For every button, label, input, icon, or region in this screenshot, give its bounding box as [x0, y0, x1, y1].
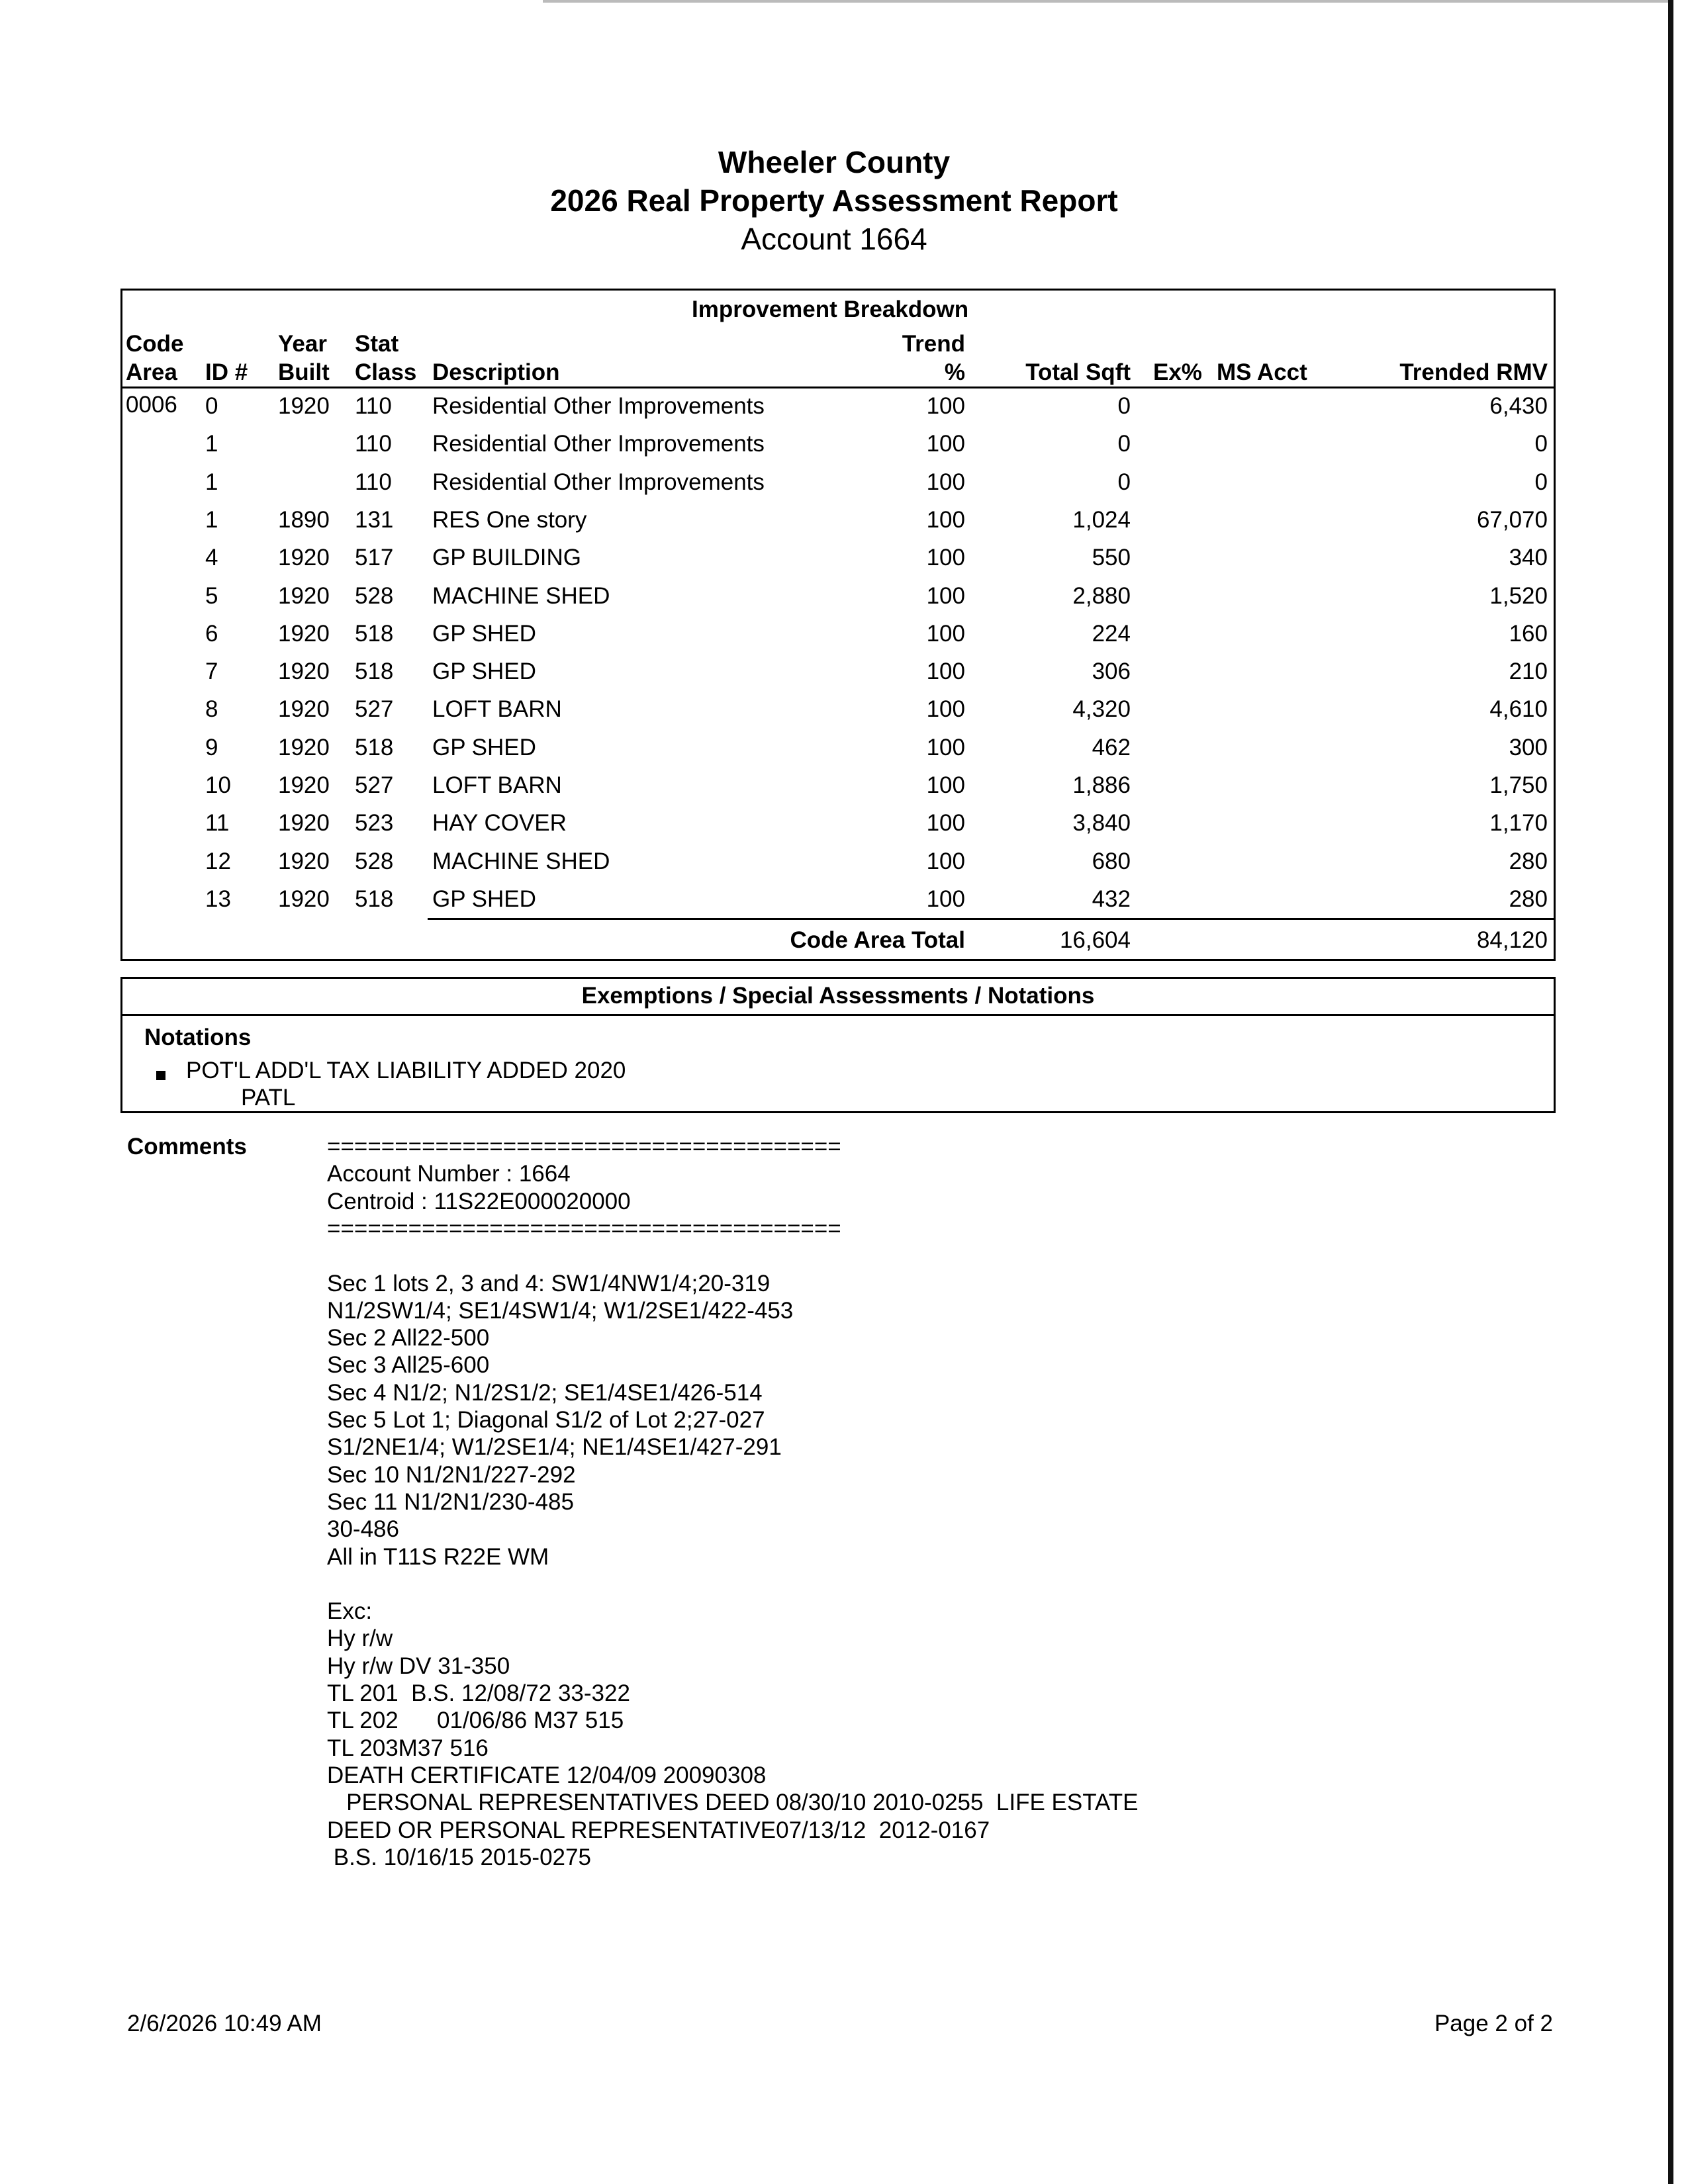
- cell-total-sqft: 4,320: [1072, 696, 1131, 722]
- cell-id: 9: [205, 735, 218, 760]
- cell-total-sqft: 0: [1117, 431, 1131, 457]
- notation-code: PATL: [241, 1085, 296, 1111]
- exemptions-title: Exemptions / Special Assessments / Notations: [581, 983, 1095, 1009]
- comment-line: N1/2SW1/4; SE1/4SW1/4; W1/2SE1/422-453: [327, 1298, 794, 1324]
- cell-trended-rmv: 1,750: [1489, 772, 1548, 798]
- col-total-sqft: Total Sqft: [1025, 359, 1131, 385]
- cell-year-built: 1920: [278, 659, 330, 684]
- scan-edge-top: [543, 0, 1668, 3]
- cell-trended-rmv: 67,070: [1476, 507, 1548, 533]
- comment-line: Sec 2 All22-500: [327, 1325, 490, 1351]
- cell-year-built: 1920: [278, 696, 330, 722]
- cell-stat-class: 518: [355, 735, 394, 760]
- cell-total-sqft: 462: [1092, 735, 1131, 760]
- comment-line: All in T11S R22E WM: [327, 1544, 549, 1570]
- cell-trended-rmv: 210: [1509, 659, 1548, 684]
- cell-trend: 100: [926, 507, 965, 533]
- cell-id: 11: [205, 810, 230, 836]
- cell-stat-class: 523: [355, 810, 394, 836]
- code-area-total-label: Code Area Total: [790, 927, 965, 953]
- county-title: Wheeler County: [718, 145, 951, 179]
- cell-id: 12: [205, 848, 231, 874]
- comment-line: Account Number : 1664: [327, 1161, 571, 1187]
- cell-total-sqft: 550: [1092, 545, 1131, 570]
- cell-stat-class: 131: [355, 507, 394, 533]
- header-rule: [120, 387, 1556, 388]
- comment-line: Sec 10 N1/2N1/227-292: [327, 1462, 576, 1488]
- code-area-value: 0006: [126, 392, 177, 418]
- col-code-area-1: Code: [126, 331, 184, 357]
- cell-total-sqft: 432: [1092, 886, 1131, 912]
- cell-stat-class: 110: [355, 469, 392, 495]
- cell-stat-class: 528: [355, 583, 394, 609]
- cell-description: GP BUILDING: [432, 545, 581, 570]
- comment-line: Centroid : 11S22E000020000: [327, 1189, 631, 1214]
- cell-id: 8: [205, 696, 218, 722]
- cell-id: 13: [205, 886, 231, 912]
- cell-trend: 100: [926, 469, 965, 495]
- comment-line: Sec 11 N1/2N1/230-485: [327, 1489, 574, 1515]
- comment-line: Sec 1 lots 2, 3 and 4: SW1/4NW1/4;20-319: [327, 1271, 771, 1297]
- cell-id: 10: [205, 772, 231, 798]
- cell-trend: 100: [926, 431, 965, 457]
- cell-description: MACHINE SHED: [432, 848, 610, 874]
- cell-trend: 100: [926, 848, 965, 874]
- comment-line: DEATH CERTIFICATE 12/04/09 20090308: [327, 1762, 767, 1788]
- cell-year-built: 1920: [278, 810, 330, 836]
- cell-description: LOFT BARN: [432, 772, 562, 798]
- cell-total-sqft: 0: [1117, 469, 1131, 495]
- bullet-icon: [156, 1071, 165, 1080]
- comment-line: ======================================: [327, 1216, 841, 1242]
- cell-stat-class: 110: [355, 393, 392, 419]
- cell-stat-class: 110: [355, 431, 392, 457]
- notations-label: Notations: [144, 1024, 252, 1050]
- cell-stat-class: 518: [355, 659, 394, 684]
- comments-label: Comments: [127, 1134, 247, 1160]
- footer-timestamp: 2/6/2026 10:49 AM: [127, 2011, 322, 2036]
- col-trended-rmv: Trended RMV: [1399, 359, 1548, 385]
- total-rule: [428, 918, 1556, 920]
- cell-total-sqft: 224: [1092, 621, 1131, 647]
- cell-trend: 100: [926, 810, 965, 836]
- cell-id: 6: [205, 621, 218, 647]
- cell-total-sqft: 0: [1117, 393, 1131, 419]
- scan-edge-right: [1668, 0, 1673, 2184]
- cell-trended-rmv: 160: [1509, 621, 1548, 647]
- cell-description: MACHINE SHED: [432, 583, 610, 609]
- cell-year-built: 1920: [278, 886, 330, 912]
- cell-trend: 100: [926, 886, 965, 912]
- cell-id: 1: [205, 431, 218, 457]
- cell-trended-rmv: 280: [1509, 886, 1548, 912]
- cell-id: 1: [205, 469, 218, 495]
- report-title: 2026 Real Property Assessment Report: [550, 183, 1118, 218]
- comment-line: Sec 4 N1/2; N1/2S1/2; SE1/4SE1/426-514: [327, 1380, 763, 1406]
- col-ms-acct: MS Acct: [1217, 359, 1307, 385]
- cell-total-sqft: 680: [1092, 848, 1131, 874]
- improvement-section-title: Improvement Breakdown: [692, 296, 969, 322]
- cell-id: 1: [205, 507, 218, 533]
- cell-year-built: 1920: [278, 545, 330, 570]
- cell-stat-class: 517: [355, 545, 394, 570]
- cell-stat-class: 528: [355, 848, 394, 874]
- col-year-1: Year: [278, 331, 327, 357]
- comment-line: 30-486: [327, 1516, 399, 1542]
- comment-line: Sec 3 All25-600: [327, 1352, 490, 1378]
- cell-trend: 100: [926, 735, 965, 760]
- cell-description: HAY COVER: [432, 810, 567, 836]
- cell-stat-class: 518: [355, 621, 394, 647]
- cell-trended-rmv: 340: [1509, 545, 1548, 570]
- cell-trended-rmv: 4,610: [1489, 696, 1548, 722]
- cell-description: GP SHED: [432, 659, 536, 684]
- cell-trended-rmv: 0: [1534, 469, 1548, 495]
- cell-description: Residential Other Improvements: [432, 469, 765, 495]
- cell-id: 5: [205, 583, 218, 609]
- cell-description: Residential Other Improvements: [432, 393, 765, 419]
- cell-stat-class: 527: [355, 696, 394, 722]
- cell-trend: 100: [926, 621, 965, 647]
- account-line: Account 1664: [741, 222, 927, 256]
- comment-line: TL 203M37 516: [327, 1735, 489, 1761]
- cell-description: GP SHED: [432, 735, 536, 760]
- cell-description: GP SHED: [432, 621, 536, 647]
- comment-line: DEED OR PERSONAL REPRESENTATIVE07/13/12 2012-0167: [327, 1817, 990, 1843]
- comment-line: S1/2NE1/4; W1/2SE1/4; NE1/4SE1/427-291: [327, 1434, 782, 1460]
- cell-stat-class: 518: [355, 886, 394, 912]
- comment-line: Hy r/w: [327, 1625, 393, 1651]
- cell-trend: 100: [926, 393, 965, 419]
- col-year-2: Built: [278, 359, 330, 385]
- cell-trend: 100: [926, 583, 965, 609]
- exemptions-rule: [120, 1014, 1556, 1016]
- cell-description: LOFT BARN: [432, 696, 562, 722]
- comment-line: PERSONAL REPRESENTATIVES DEED 08/30/10 2010-0255 LIFE ESTATE: [327, 1790, 1139, 1815]
- cell-total-sqft: 3,840: [1072, 810, 1131, 836]
- code-area-total-rmv: 84,120: [1476, 927, 1548, 953]
- cell-trended-rmv: 1,520: [1489, 583, 1548, 609]
- col-trend-2: %: [944, 359, 965, 385]
- cell-description: Residential Other Improvements: [432, 431, 765, 457]
- col-stat-2: Class: [355, 359, 417, 385]
- comment-line: Exc:: [327, 1598, 373, 1624]
- cell-year-built: 1890: [278, 507, 330, 533]
- cell-total-sqft: 1,024: [1072, 507, 1131, 533]
- cell-year-built: 1920: [278, 772, 330, 798]
- cell-trend: 100: [926, 545, 965, 570]
- col-ex-pct: Ex%: [1153, 359, 1202, 385]
- comment-line: TL 201 B.S. 12/08/72 33-322: [327, 1680, 630, 1706]
- cell-year-built: 1920: [278, 621, 330, 647]
- cell-year-built: 1920: [278, 583, 330, 609]
- cell-trended-rmv: 300: [1509, 735, 1548, 760]
- comment-line: B.S. 10/16/15 2015-0275: [327, 1844, 591, 1870]
- col-description: Description: [432, 359, 560, 385]
- cell-total-sqft: 1,886: [1072, 772, 1131, 798]
- comment-line: Hy r/w DV 31-350: [327, 1653, 510, 1679]
- cell-description: GP SHED: [432, 886, 536, 912]
- code-area-total-sqft: 16,604: [1059, 927, 1131, 953]
- cell-id: 4: [205, 545, 218, 570]
- cell-total-sqft: 2,880: [1072, 583, 1131, 609]
- col-trend-1: Trend: [902, 331, 965, 357]
- cell-id: 7: [205, 659, 218, 684]
- cell-year-built: 1920: [278, 735, 330, 760]
- footer-page-number: Page 2 of 2: [1434, 2011, 1553, 2036]
- cell-description: RES One story: [432, 507, 587, 533]
- cell-year-built: 1920: [278, 848, 330, 874]
- col-stat-1: Stat: [355, 331, 399, 357]
- cell-trended-rmv: 6,430: [1489, 393, 1548, 419]
- cell-trend: 100: [926, 659, 965, 684]
- cell-trend: 100: [926, 772, 965, 798]
- col-id: ID #: [205, 359, 248, 385]
- cell-trend: 100: [926, 696, 965, 722]
- cell-trended-rmv: 0: [1534, 431, 1548, 457]
- cell-total-sqft: 306: [1092, 659, 1131, 684]
- cell-id: 0: [205, 393, 218, 419]
- comment-line: TL 202 01/06/86 M37 515: [327, 1707, 624, 1733]
- notation-text: POT'L ADD'L TAX LIABILITY ADDED 2020: [186, 1058, 626, 1083]
- comment-line: ======================================: [327, 1134, 841, 1160]
- cell-year-built: 1920: [278, 393, 330, 419]
- comment-line: Sec 5 Lot 1; Diagonal S1/2 of Lot 2;27-027: [327, 1407, 765, 1433]
- cell-stat-class: 527: [355, 772, 394, 798]
- cell-trended-rmv: 1,170: [1489, 810, 1548, 836]
- cell-trended-rmv: 280: [1509, 848, 1548, 874]
- col-code-area-2: Area: [126, 359, 177, 385]
